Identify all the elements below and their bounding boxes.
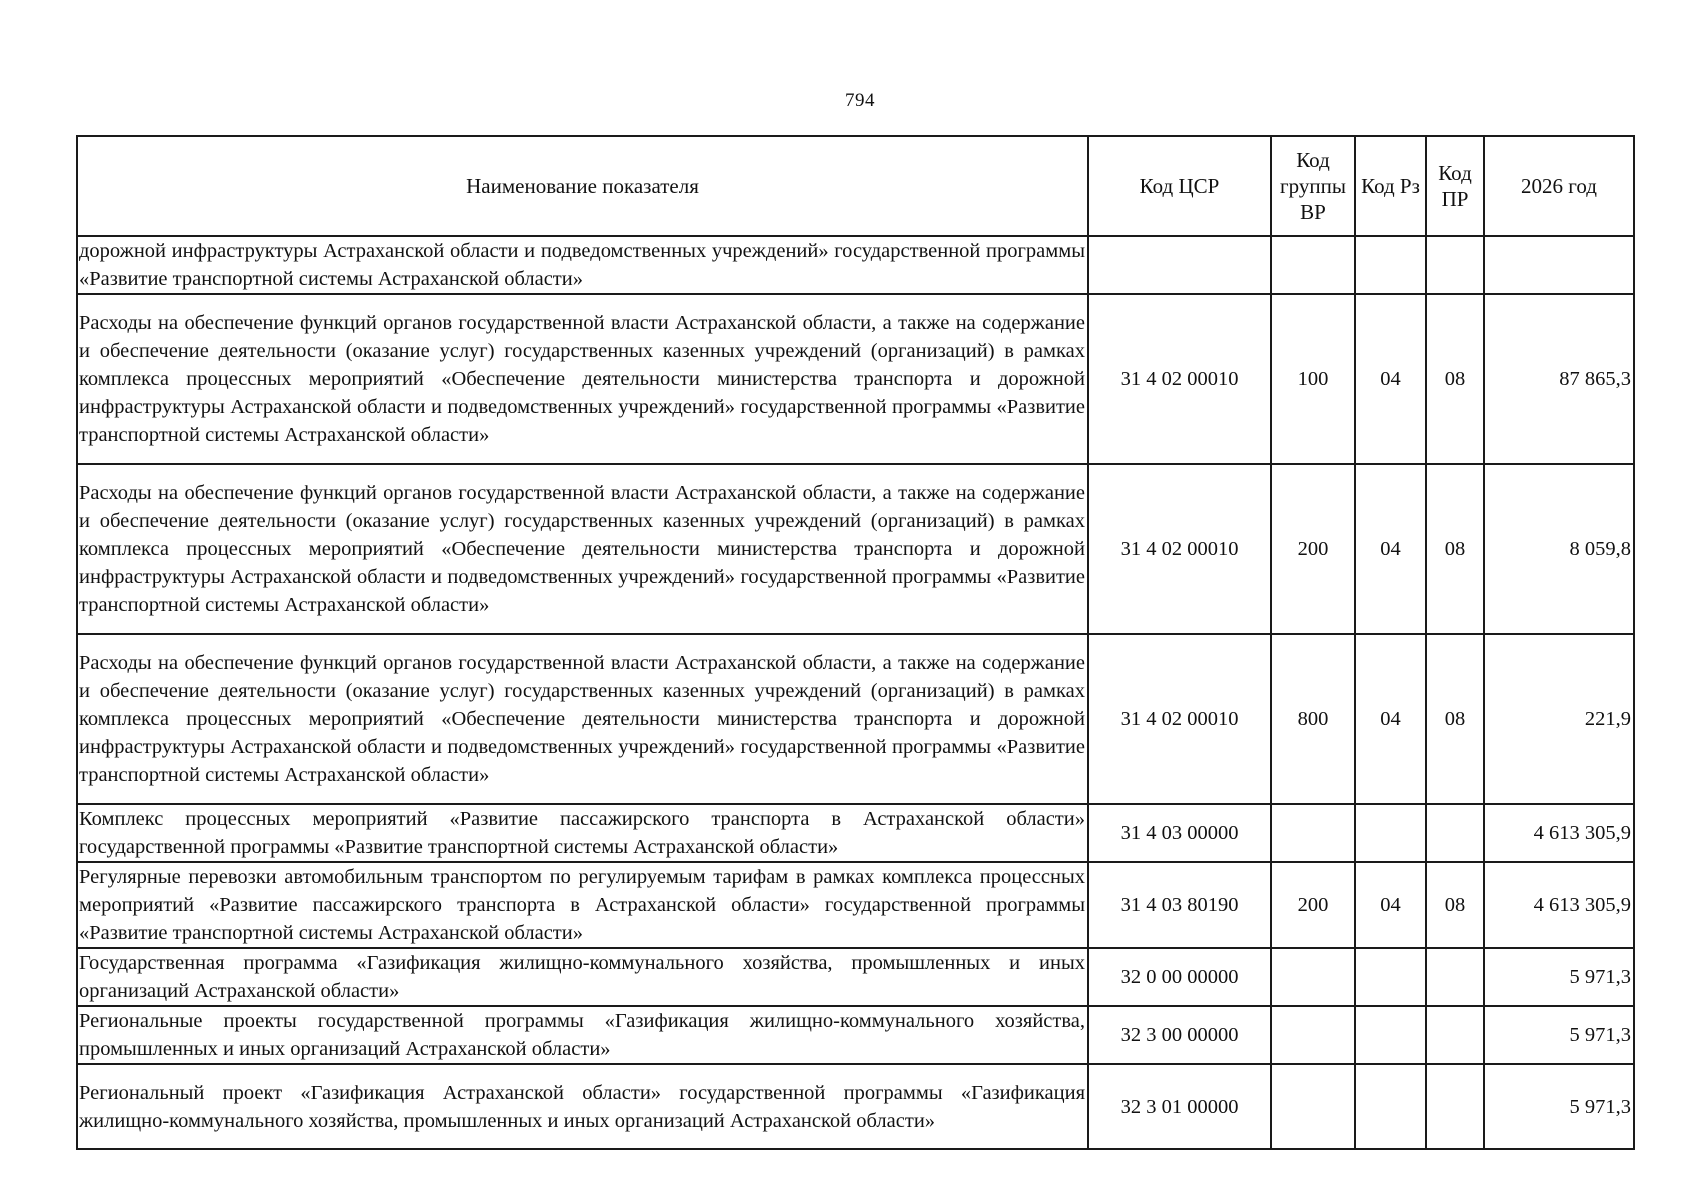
row-amount-2026 [1484,236,1634,294]
row-name: Государственная программа «Газификация жилищно-коммунального хозяйства, промышленных и иных организаций Астраханской области» [77,948,1088,1006]
table-row [77,464,1634,634]
row-rz-code [1355,1064,1426,1149]
row-csr-code [1088,236,1271,294]
header-rz-code: Код Рз [1355,136,1426,236]
row-amount-2026: 5 971,3 [1484,1064,1634,1149]
row-csr-code: 32 0 00 00000 [1088,948,1271,1006]
row-rz-code: 04 [1355,464,1426,634]
row-vr-code [1271,804,1355,862]
row-amount-2026: 4 613 305,9 [1484,862,1634,948]
header-year-2026: 2026 год [1484,136,1634,236]
row-amount-2026: 5 971,3 [1484,1006,1634,1064]
row-name: Расходы на обеспечение функций органов государственной власти Астраханской области, а также на содержание и обеспечение деятельности (оказание услуг) государственных казенных учреждений (организаций) в рамках комплекса процессных мероприятий «Обеспечение деятельности министерства транспорта и дорожной инфраструктуры Астраханской области и подведомственных учреждений» государственной программы «Развитие транспортной системы Астраханской области» [77,634,1088,804]
row-pr-code: 08 [1426,464,1484,634]
row-name: Региональные проекты государственной программы «Газификация жилищно-коммунального хозяйства, промышленных и иных организаций Астраханской области» [77,1006,1088,1064]
row-rz-code: 04 [1355,634,1426,804]
row-vr-code [1271,1064,1355,1149]
row-pr-code [1426,1064,1484,1149]
header-name: Наименование показателя [77,136,1088,236]
row-vr-code: 800 [1271,634,1355,804]
row-pr-code: 08 [1426,294,1484,464]
row-pr-code [1426,236,1484,294]
row-amount-2026: 8 059,8 [1484,464,1634,634]
table-row [77,1064,1634,1149]
table-row [77,1006,1634,1064]
row-rz-code [1355,1006,1426,1064]
table-row [77,862,1634,948]
table-row [77,294,1634,464]
budget-table [76,135,1635,1150]
row-name: дорожной инфраструктуры Астраханской области и подведомственных учреждений» государственной программы «Развитие транспортной системы Астраханской области» [77,236,1088,294]
row-vr-code [1271,236,1355,294]
row-pr-code: 08 [1426,862,1484,948]
row-rz-code [1355,948,1426,1006]
row-vr-code [1271,948,1355,1006]
page-number: 794 [845,90,875,111]
table-row [77,634,1634,804]
row-amount-2026: 221,9 [1484,634,1634,804]
row-pr-code: 08 [1426,634,1484,804]
row-csr-code: 31 4 03 80190 [1088,862,1271,948]
row-name: Региональный проект «Газификация Астраханской области» государственной программы «Газификация жилищно-коммунального хозяйства, промышленных и иных организаций Астраханской области» [77,1064,1088,1149]
table-header-row [77,136,1634,236]
row-name: Комплекс процессных мероприятий «Развитие пассажирского транспорта в Астраханской области» государственной программы «Развитие транспортной системы Астраханской области» [77,804,1088,862]
row-name: Регулярные перевозки автомобильным транспортом по регулируемым тарифам в рамках комплекса процессных мероприятий «Развитие пассажирского транспорта в Астраханской области» государственной программы «Развитие транспортной системы Астраханской области» [77,862,1088,948]
row-pr-code [1426,1006,1484,1064]
row-pr-code [1426,804,1484,862]
row-vr-code: 100 [1271,294,1355,464]
row-amount-2026: 5 971,3 [1484,948,1634,1006]
row-name: Расходы на обеспечение функций органов государственной власти Астраханской области, а также на содержание и обеспечение деятельности (оказание услуг) государственных казенных учреждений (организаций) в рамках комплекса процессных мероприятий «Обеспечение деятельности министерства транспорта и дорожной инфраструктуры Астраханской области и подведомственных учреждений» государственной программы «Развитие транспортной системы Астраханской области» [77,294,1088,464]
row-vr-code [1271,1006,1355,1064]
header-csr-code: Код ЦСР [1088,136,1271,236]
row-csr-code: 31 4 03 00000 [1088,804,1271,862]
row-vr-code: 200 [1271,862,1355,948]
row-amount-2026: 4 613 305,9 [1484,804,1634,862]
row-vr-code: 200 [1271,464,1355,634]
row-csr-code: 32 3 01 00000 [1088,1064,1271,1149]
table-row [77,804,1634,862]
row-rz-code [1355,236,1426,294]
row-rz-code [1355,804,1426,862]
row-name: Расходы на обеспечение функций органов государственной власти Астраханской области, а также на содержание и обеспечение деятельности (оказание услуг) государственных казенных учреждений (организаций) в рамках комплекса процессных мероприятий «Обеспечение деятельности министерства транспорта и дорожной инфраструктуры Астраханской области и подведомственных учреждений» государственной программы «Развитие транспортной системы Астраханской области» [77,464,1088,634]
header-vr-group-code: Код группы ВР [1271,136,1355,236]
row-csr-code: 31 4 02 00010 [1088,634,1271,804]
table-row [77,948,1634,1006]
row-rz-code: 04 [1355,862,1426,948]
row-csr-code: 31 4 02 00010 [1088,294,1271,464]
row-csr-code: 32 3 00 00000 [1088,1006,1271,1064]
header-pr-code: Код ПР [1426,136,1484,236]
row-rz-code: 04 [1355,294,1426,464]
table-row [77,236,1634,294]
row-csr-code: 31 4 02 00010 [1088,464,1271,634]
row-pr-code [1426,948,1484,1006]
row-amount-2026: 87 865,3 [1484,294,1634,464]
